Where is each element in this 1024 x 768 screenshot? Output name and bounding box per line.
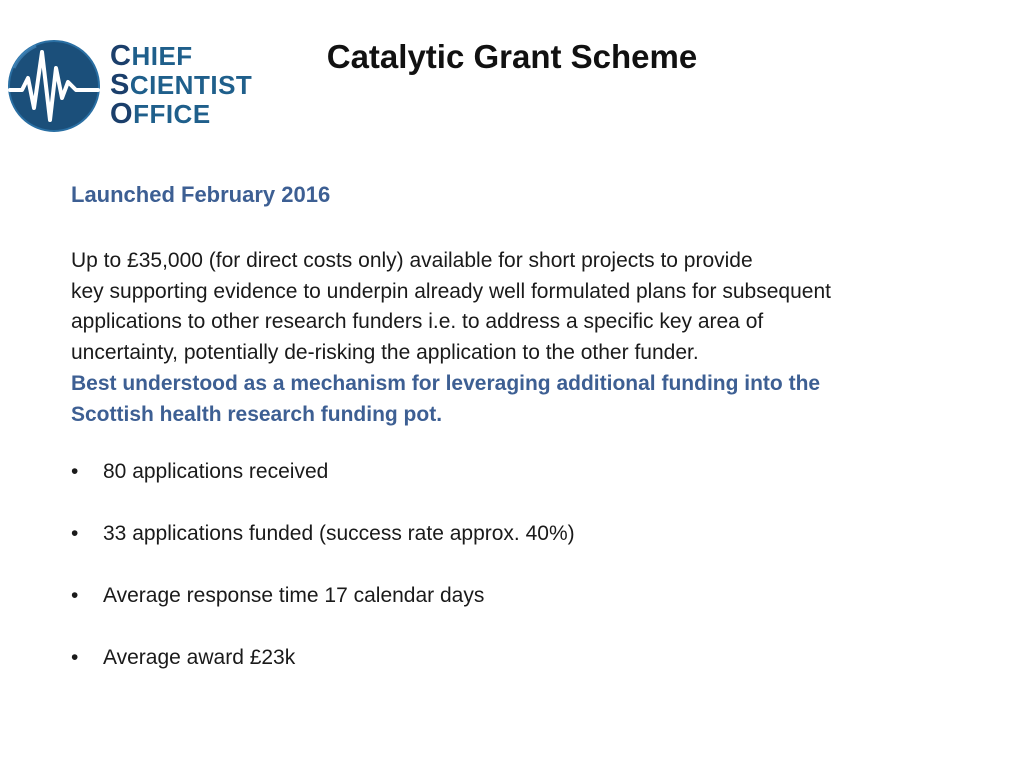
description-paragraph	[71, 246, 971, 430]
list-item: • 80 applications received	[71, 460, 329, 483]
bullet-icon: •	[71, 522, 79, 545]
bullet-icon: •	[71, 460, 79, 483]
launch-date-heading: Launched February 2016	[71, 182, 331, 207]
description-line: uncertainty, potentially de-risking the application to the other funder.	[71, 341, 699, 365]
list-item: • Average award £23k	[71, 646, 296, 669]
bullet-icon: •	[71, 584, 79, 607]
list-item: • Average response time 17 calendar days	[71, 584, 485, 607]
bullet-icon: •	[71, 646, 79, 669]
logo-line-office: OFFICE	[110, 98, 211, 130]
logo-line-scientist: SCIENTIST	[110, 69, 253, 101]
list-item: • 33 applications funded (success rate approx. 40%)	[71, 522, 575, 545]
description-line: key supporting evidence to underpin already well formulated plans for subsequent	[71, 279, 831, 303]
description-line: applications to other research funders i.e. to address a specific key area of	[71, 310, 764, 334]
highlight-line: Scottish health research funding pot.	[71, 402, 443, 426]
highlight-line: Best understood as a mechanism for leveraging additional funding into the	[71, 371, 821, 395]
slide-title: Catalytic Grant Scheme	[326, 38, 698, 75]
logo-line-chief: CHIEF	[110, 40, 193, 72]
statistics-list	[71, 460, 575, 708]
description-line: Up to £35,000 (for direct costs only) available for short projects to provide	[71, 249, 753, 272]
